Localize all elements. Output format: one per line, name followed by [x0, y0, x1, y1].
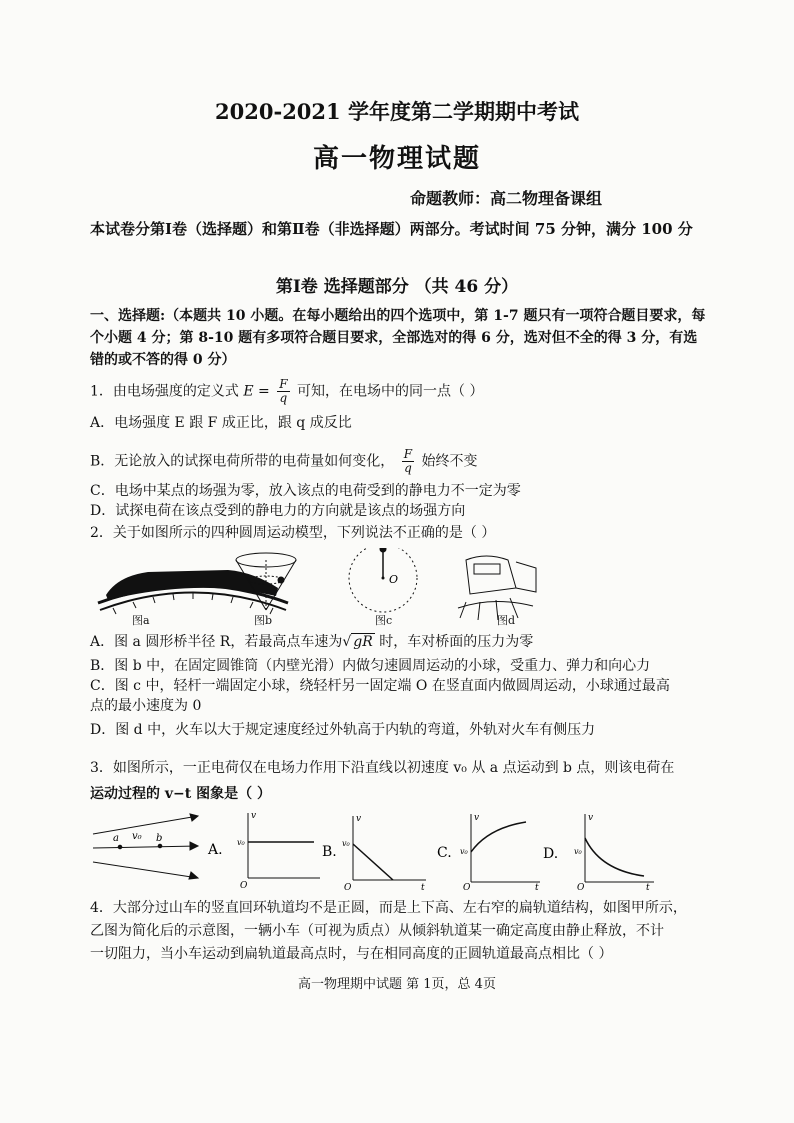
q4-line1: 4．大部分过山车的竖直回环轨道均不是正圆，而是上下高、左右窄的扁轨道结构，如图甲所示，	[90, 900, 687, 916]
q1-stem-b: 可知，在电场中的同一点（ ）	[297, 383, 484, 400]
q1-fraction-den: q	[279, 391, 288, 405]
q2-figures	[88, 548, 538, 634]
q3-b-axis-v0: v₀	[342, 839, 350, 848]
q3-a-axis-o: O	[240, 881, 248, 890]
sqrt-sign: √	[342, 634, 352, 650]
fig-c-label: 图c	[375, 614, 393, 627]
q2-option-d: D．图 d 中，火车以大于规定速度经过外轨高于内轨的弯道，外轨对火车有侧压力	[90, 722, 596, 738]
q1-formula-lhs: E =	[243, 383, 270, 400]
page-footer: 高一物理期中试题 第 1页，总 4页	[298, 977, 496, 992]
q3-label-a: a	[113, 833, 119, 844]
q3-label-b: b	[156, 833, 163, 844]
q1-option-b-fraction	[402, 448, 414, 475]
author-line: 命题教师：高二物理备课组	[410, 189, 603, 208]
q3-option-a-label: A.	[208, 842, 223, 858]
q4-line3: 一切阻力，当小车运动到扁轨道最高点时，与在相同高度的正圆轨道最高点相比（ ）	[90, 946, 613, 962]
section-title: 第Ⅰ卷 选择题部分 （共 46 分）	[275, 277, 519, 297]
q3-graph-a	[248, 813, 320, 878]
q1-fraction	[277, 378, 289, 405]
fig-a-label: 图a	[132, 614, 150, 627]
q3-d-axis-o: O	[577, 883, 585, 890]
q1-option-b	[90, 448, 478, 475]
q1-option-b-text: B．无论放入的试探电荷所带的电荷量如何变化，	[90, 453, 395, 470]
q3-c-axis-v0: v₀	[460, 847, 468, 856]
q3-d-axis-v: v	[588, 813, 594, 823]
q2-option-a-sqrt: gR	[353, 634, 373, 650]
q3-a-axis-v: v	[251, 811, 257, 821]
q1-fraction-num: F	[279, 377, 288, 391]
q3-c-axis-o: O	[463, 883, 471, 890]
q3-b-axis-t: t	[421, 883, 425, 890]
q1-stem-a: 1．由电场强度的定义式	[90, 383, 239, 400]
q3-option-b-label: B.	[322, 844, 337, 860]
q1-option-d: D．试探电荷在该点受到的静电力的方向就是该点的场强方向	[90, 503, 466, 519]
q4-line2: 乙图为简化后的示意图，一辆小车（可视为质点）从倾斜轨道某一确定高度由静止释放，不计	[90, 923, 664, 939]
q2-option-a	[90, 633, 533, 651]
q3-option-d-label: D.	[543, 846, 559, 862]
figure-a-car-bridge	[98, 570, 288, 614]
q2-option-b: B．图 b 中，在固定圆锥筒（内壁光滑）内做匀速圆周运动的小球，受重力、弹力和向心力	[90, 658, 651, 674]
q3-b-axis-v: v	[356, 814, 362, 824]
q3-c-axis-v: v	[474, 813, 480, 823]
q2-option-c-line2: 点的最小速度为 0	[90, 698, 202, 714]
q2-option-a-text: A．图 a 圆形桥半径 R，若最高点车速为	[90, 634, 343, 650]
q3-c-axis-t: t	[535, 883, 539, 890]
q3-stem-line1: 3．如图所示，一正电荷仅在电场力作用下沿直线以初速度 v₀ 从 a 点运动到 b 点，则该电荷在	[90, 760, 675, 776]
fig-b-label: 图b	[254, 614, 273, 627]
q3-graph-b	[353, 816, 426, 880]
figure-d-train	[458, 556, 536, 620]
q1-option-a: A．电场强度 E 跟 F 成正比，跟 q 成反比	[90, 415, 352, 431]
q2-stem: 2．关于如图所示的四种圆周运动模型，下列说法不正确的是（ ）	[90, 525, 496, 541]
q1-option-c: C．电场中某点的场强为零，放入该点的电荷受到的静电力不一定为零	[90, 483, 521, 499]
q3-d-axis-v0: v₀	[574, 847, 582, 856]
q3-label-v0: v₀	[132, 831, 142, 842]
q2-option-a-tail: 时，车对桥面的压力为零	[379, 634, 534, 650]
q3-d-axis-t: t	[646, 883, 650, 890]
q2-option-c-line1: C．图 c 中，轻杆一端固定小球，绕轻杆另一固定端 O 在竖直面内做圆周运动，小球通过最高	[90, 678, 670, 694]
q3-a-axis-v0: v₀	[237, 838, 245, 847]
q3-figures	[88, 808, 658, 890]
q3-graph-d	[585, 814, 654, 882]
fig-d-label: 图d	[497, 614, 516, 627]
section-instructions: 一、选择题:（本题共 10 小题。在每小题给出的四个选项中，第 1-7 题只有一项符合题目要求，每个小题 4 分；第 8-10 题有多项符合题目要求，全部选对的得 6 分，选对但不全的得 3 分，有选错的或不答的得 0 分）	[90, 308, 706, 368]
figure-c-point-o: O	[389, 573, 399, 586]
q1-stem	[90, 378, 483, 405]
exam-title: 2020-2021 学年度第二学期期中考试	[215, 99, 579, 124]
exam-intro: 本试卷分第Ⅰ卷（选择题）和第Ⅱ卷（非选择题）两部分。考试时间 75 分钟，满分 100 分	[90, 220, 693, 238]
q3-b-axis-o: O	[344, 883, 352, 890]
q3-graph-c	[471, 814, 540, 882]
q1-b-fraction-num: F	[403, 447, 413, 461]
figure-c-rod-circle	[349, 548, 417, 612]
q3-stem-line2: 运动过程的 v−t 图象是（ ）	[90, 786, 271, 802]
q1-b-fraction-den: q	[404, 461, 412, 475]
q3-option-c-label: C.	[437, 845, 452, 861]
q3-field-lines	[93, 814, 198, 879]
subject-title: 高一物理试题	[312, 144, 481, 174]
q1-option-b-tail: 始终不变	[421, 453, 478, 470]
